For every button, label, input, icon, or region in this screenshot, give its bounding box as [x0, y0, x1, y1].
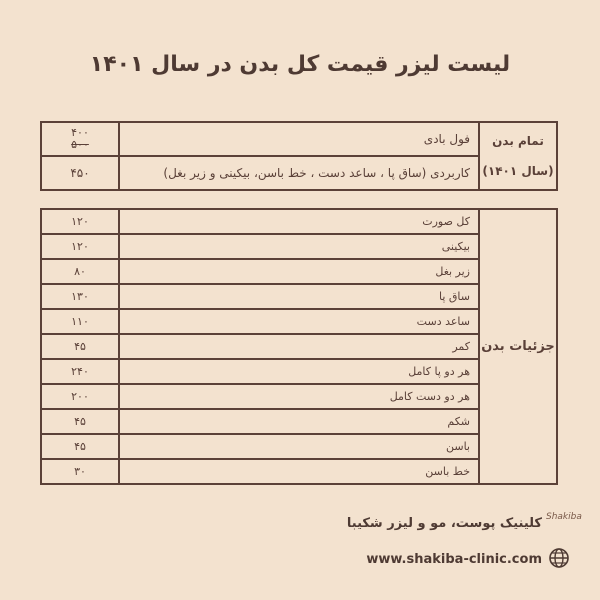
table-row-price: ۲۰۰ [41, 384, 119, 409]
functional-row-desc: کاربردی (ساق پا ، ساعد دست ، خط باسن، بیکینی و زیر بغل) [119, 156, 479, 190]
globe-icon [548, 547, 570, 569]
full-body-label-line2: (سال ۱۴۰۱) [482, 164, 554, 178]
table-row-desc: ساق پا [119, 284, 479, 309]
website-link[interactable]: www.shakiba-clinic.com [366, 552, 542, 567]
details-table [40, 208, 558, 485]
page-title: لیست لیزر قیمت کل بدن در سال ۱۴۰۱ [89, 52, 511, 77]
details-label: جزئیات بدن [479, 209, 557, 484]
table-row-price: ۳۰ [41, 459, 119, 484]
table-row-desc: هر دو دست کامل [119, 384, 479, 409]
table-row-price: ۴۵ [41, 334, 119, 359]
table-row-price: ۴۵ [41, 409, 119, 434]
table-row-price: ۱۱۰ [41, 309, 119, 334]
table-row-desc: کمر [119, 334, 479, 359]
full-body-label [479, 122, 557, 190]
table-row-price: ۴۵ [41, 434, 119, 459]
table-row-price: ۸۰ [41, 259, 119, 284]
table-row-desc: هر دو پا کامل [119, 359, 479, 384]
clinic-name: کلینیک پوست، مو و لیزر شکیبا [346, 516, 542, 531]
table-row-desc: شکم [119, 409, 479, 434]
table-row-desc: بیکینی [119, 234, 479, 259]
table-row-desc: خط باسن [119, 459, 479, 484]
table-row-price: ۱۳۰ [41, 284, 119, 309]
table-row-desc: زیر بغل [119, 259, 479, 284]
functional-row-price: ۴۵۰ [41, 156, 119, 190]
table-row-desc: کل صورت [119, 209, 479, 234]
table-row-price: ۱۲۰ [41, 234, 119, 259]
full-body-row-price [41, 122, 119, 156]
full-body-label-line1: تمام بدن [492, 134, 544, 148]
table-row-desc: ساعد دست [119, 309, 479, 334]
full-body-row-desc: فول بادی [119, 122, 479, 156]
table-row-desc: باسن [119, 434, 479, 459]
table-row-price: ۱۲۰ [41, 209, 119, 234]
table-row-price: ۲۴۰ [41, 359, 119, 384]
clinic-logo: Shakiba [546, 512, 582, 522]
new-price: ۴۰۰ [71, 126, 89, 139]
old-price: ۵۰۰ [71, 138, 89, 151]
full-body-table [40, 121, 558, 191]
